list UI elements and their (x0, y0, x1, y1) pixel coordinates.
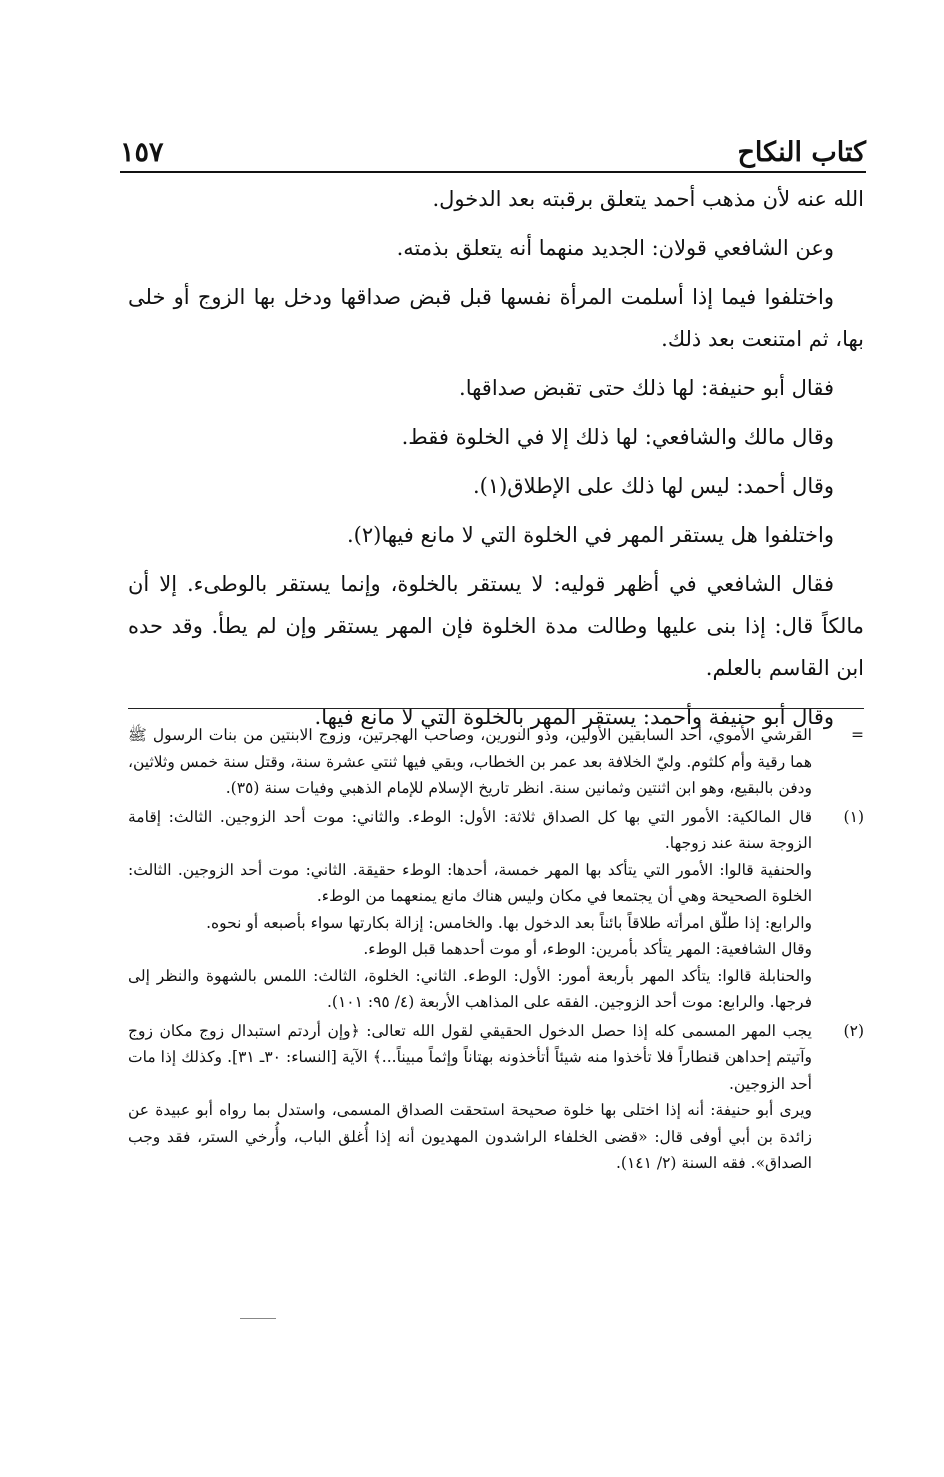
main-paragraph: فقال أبو حنيفة: لها ذلك حتى تقبض صداقها. (459, 376, 834, 400)
footnote-paragraph: يجب المهر المسمى كله إذا حصل الدخول الحقيقي لقول الله تعالى: ﴿وإن أردتم استبدال زوج مكان زوج وآتيتم إحداهن قنطاراً فلا تأخذوا منه شيئاً أتأخذونه بهتاناً وإثماً مبيناً...﴾ الآية [النساء: ٣٠ـ ٣١]. وكذلك إذا مات أحد الزوجين. (128, 1021, 812, 1093)
footnote-paragraph: قال المالكية: الأمور التي بها كل الصداق ثلاثة: الأول: الوطء. والثاني: موت أحد الزوجين. الثالث: إقامة الزوجة سنة عند زوجها. (128, 807, 812, 852)
main-paragraph: واختلفوا فيما إذا أسلمت المرأة نفسها قبل قبض صداقها ودخل بها الزوج أو خلى بها، ثم امتنعت بعد ذلك. (128, 285, 864, 351)
footnote-marker: (٢) (843, 1021, 864, 1040)
footnote-body (128, 1018, 812, 1177)
main-paragraph: وقال أبو حنيفة وأحمد: يستقر المهر بالخلوة التي لا مانع فيها. (314, 705, 834, 729)
main-paragraph: وعن الشافعي قولان: الجديد منهما أنه يتعلق بذمته. (396, 236, 834, 260)
main-paragraph: واختلفوا هل يستقر المهر في الخلوة التي لا مانع فيها(٢). (346, 523, 834, 547)
page-mark (240, 1318, 276, 1319)
header-rule (120, 171, 866, 173)
footnote-paragraph: ويرى أبو حنيفة: أنه إذا اختلى بها خلوة صحيحة استحقت الصداق المسمى، واستدل بما رواه أبو عبيدة عن زائدة بن أبي أوفى قال: «قضى الخلفاء الراشدون المهديون أنه إذا أُغلق الباب، وأُرخي الستر، فقد وجب الصداق». فقه السنة (٢/ ١٤١). (128, 1101, 812, 1172)
footnote-body (128, 722, 812, 802)
main-paragraph: وقال مالك والشافعي: لها ذلك إلا في الخلوة فقط. (401, 425, 834, 449)
footnote (128, 722, 864, 802)
page-number: ١٥٧ (120, 137, 164, 168)
main-text (128, 178, 864, 745)
footnote-paragraph: القرشي الأموي، أحد السابقين الأولين، وذو النورين، وصاحب الهجرتين، وزوج الابنتين من بنات الرسول ﷺ هما رقية وأم كلثوم. وليّ الخلافة بعد عمر بن الخطاب، وبقي فيها ثنتي عشرة سنة، وقتل سنة خمس وثلاثين، ودفن بالبقيع، وهو ابن اثنتين وثمانين سنة. انظر تاريخ الإسلام للإمام الذهبي وفيات سنة (٣٥). (128, 726, 812, 797)
main-paragraph: فقال الشافعي في أظهر قوليه: لا يستقر بالخلوة، وإنما يستقر بالوطىء. إلا أن مالكاً قال: إذا بنى عليها وطالت مدة الخلوة فإن المهر يستقر وإن لم يطأ. وقد حده ابن القاسم بالعلم. (128, 572, 864, 680)
footnote (128, 1018, 864, 1177)
footnote-paragraph: والرابع: إذا طلّق امرأته طلاقاً بائناً بعد الدخول بها. والخامس: إزالة بكارتها سواء بأصبعه أو نحوه. (206, 913, 812, 932)
footnote (128, 804, 864, 1016)
footnote-body (128, 804, 812, 1016)
chapter-title: كتاب النكاح (737, 137, 866, 168)
main-paragraph: الله عنه لأن مذهب أحمد يتعلق برقبته بعد الدخول. (432, 187, 864, 211)
footnote-paragraph: وقال الشافعية: المهر يتأكد بأمرين: الوطء، أو موت أحدهما قبل الوطء. (363, 940, 812, 958)
footnote-paragraph: والحنفية قالوا: الأمور التي يتأكد بها المهر خمسة، أحدها: الوطء حقيقة. الثاني: موت أحد الزوجين. الثالث: الخلوة الصحيحة وهي أن يجتمعا في مكان وليس هناك مانع يمنعهما من الوطء. (128, 860, 812, 905)
footnote-separator (128, 708, 864, 709)
footnotes (128, 722, 864, 1179)
running-header (120, 120, 866, 166)
footnote-marker: = (851, 726, 864, 744)
main-paragraph: وقال أحمد: ليس لها ذلك على الإطلاق(١). (472, 474, 834, 498)
footnote-marker: (١) (843, 807, 864, 826)
footnote-paragraph: والحنابلة قالوا: يتأكد المهر بأربعة أمور: الأول: الوطء. الثاني: الخلوة، الثالث: اللمس بالشهوة والنظر إلى فرجها. والرابع: موت أحد الزوجين. الفقه على المذاهب الأربعة (٤/ ٩٥: ١٠١). (128, 966, 812, 1011)
